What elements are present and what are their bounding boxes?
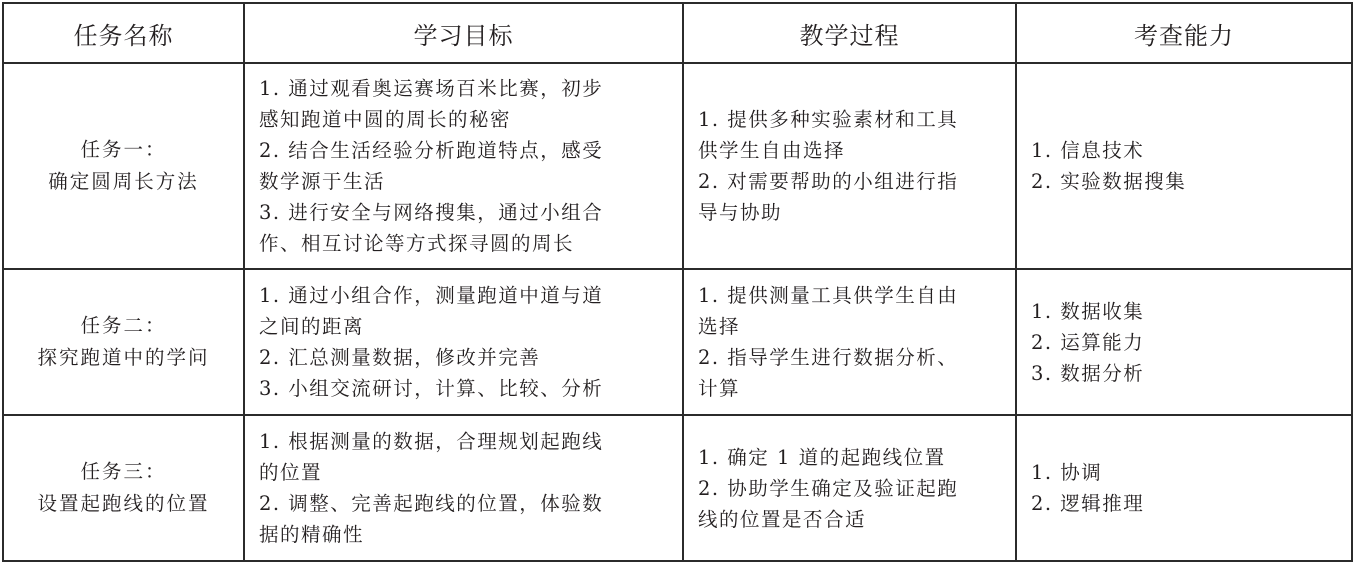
- task-cell: [3, 415, 244, 561]
- goal-line: 感知跑道中圆的周长的秘密: [259, 108, 512, 131]
- abilities-cell: [1016, 415, 1352, 561]
- goal-line: 2. 结合生活经验分析跑道特点，感受: [259, 139, 604, 162]
- process-line: 导与协助: [698, 201, 783, 224]
- task-label: 任务一：: [80, 138, 167, 161]
- process-line: 2. 对需要帮助的小组进行指: [698, 170, 959, 193]
- goal-line: 1. 根据测量的数据，合理规划起跑线: [259, 430, 604, 453]
- header-row: [3, 3, 1352, 63]
- header-teaching-process: 教学过程: [683, 3, 1016, 63]
- ability-line: 3. 数据分析: [1031, 361, 1145, 385]
- goal-line: 之间的距离: [259, 315, 365, 338]
- goals-cell: [244, 63, 683, 269]
- goal-line: 据的精确性: [259, 523, 365, 546]
- task-cell: [3, 269, 244, 415]
- table-row: [3, 63, 1352, 269]
- goal-line: 1. 通过观看奥运赛场百米比赛，初步: [259, 77, 604, 100]
- goal-line: 的位置: [259, 461, 323, 484]
- process-line: 计算: [698, 377, 741, 400]
- goals-cell: [244, 269, 683, 415]
- ability-line: 1. 信息技术: [1031, 139, 1145, 162]
- task-table: [2, 2, 1353, 562]
- goal-line: 1. 通过小组合作，测量跑道中道与道: [259, 284, 604, 307]
- process-cell: [683, 269, 1016, 415]
- task-cell: [3, 63, 244, 269]
- task-title: 设置起跑线的位置: [37, 492, 210, 515]
- ability-line: 1. 数据收集: [1031, 299, 1145, 323]
- task-title: 确定圆周长方法: [48, 170, 199, 193]
- goal-line: 3. 小组交流研讨，计算、比较、分析: [259, 377, 604, 400]
- header-abilities: 考查能力: [1016, 3, 1352, 63]
- process-line: 选择: [698, 315, 741, 338]
- process-line: 1. 确定 1 道的起跑线位置: [698, 445, 946, 469]
- process-line: 2. 协助学生确定及验证起跑: [698, 476, 959, 500]
- header-task-name: 任务名称: [3, 3, 244, 63]
- goal-line: 2. 调整、完善起跑线的位置，体验数: [259, 492, 604, 515]
- header-learning-goals: 学习目标: [244, 3, 683, 63]
- goal-line: 作、相互讨论等方式探寻圆的周长: [259, 232, 575, 255]
- table-row: [3, 269, 1352, 415]
- process-cell: [683, 63, 1016, 269]
- process-line: 1. 提供多种实验素材和工具: [698, 108, 959, 131]
- abilities-cell: [1016, 63, 1352, 269]
- ability-line: 2. 逻辑推理: [1031, 492, 1145, 515]
- process-line: 1. 提供测量工具供学生自由: [698, 284, 959, 307]
- process-line: 2. 指导学生进行数据分析、: [698, 346, 959, 369]
- goal-line: 数学源于生活: [259, 170, 386, 193]
- process-line: 供学生自由选择: [698, 139, 846, 162]
- ability-line: 2. 实验数据搜集: [1031, 170, 1187, 193]
- ability-line: 1. 协调: [1031, 461, 1103, 484]
- goals-cell: [244, 415, 683, 561]
- process-cell: [683, 415, 1016, 561]
- task-title: 探究跑道中的学问: [37, 346, 210, 369]
- process-line: 线的位置是否合适: [698, 507, 867, 531]
- task-label: 任务二：: [80, 314, 167, 337]
- table-row: [3, 415, 1352, 561]
- abilities-cell: [1016, 269, 1352, 415]
- goal-line: 3. 进行安全与网络搜集，通过小组合: [259, 201, 604, 224]
- ability-line: 2. 运算能力: [1031, 330, 1145, 354]
- task-label: 任务三：: [80, 460, 167, 483]
- task-table-container: [2, 2, 1353, 562]
- goal-line: 2. 汇总测量数据，修改并完善: [259, 346, 541, 369]
